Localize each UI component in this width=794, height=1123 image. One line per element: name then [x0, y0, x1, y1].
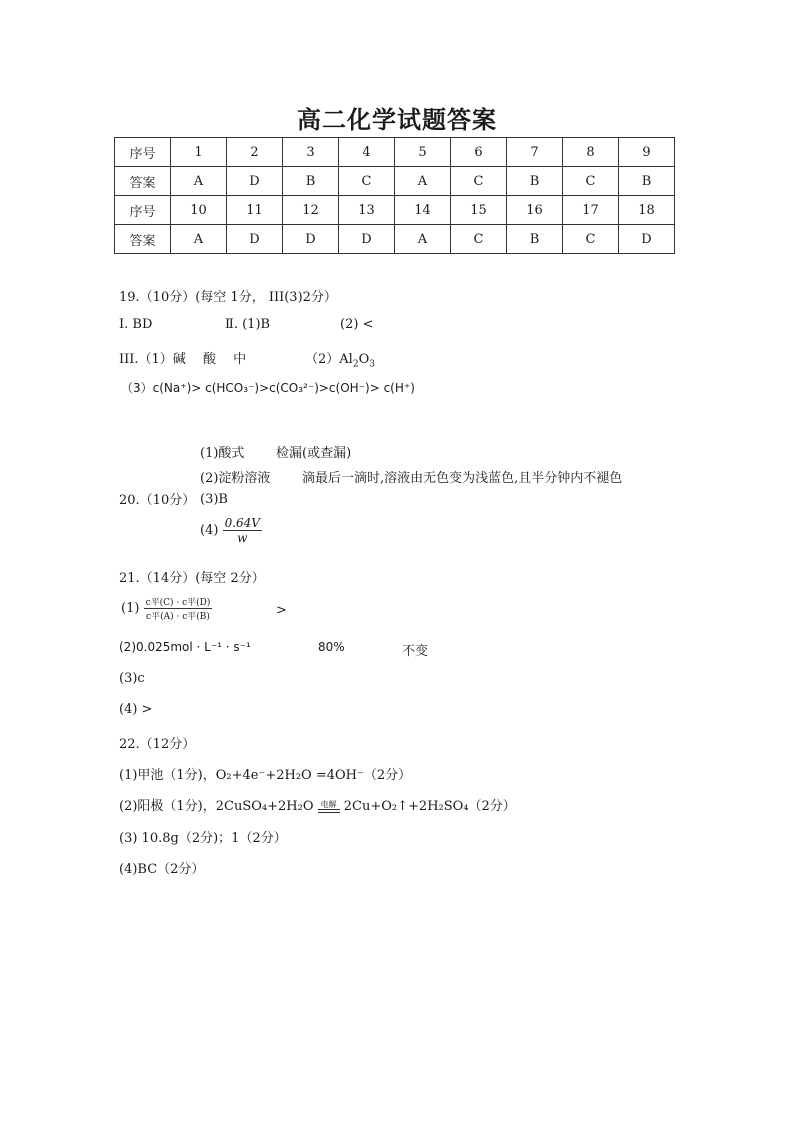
- q22-line2: [119, 795, 516, 814]
- table-cell: 7: [507, 138, 563, 167]
- q19-line1: [119, 317, 374, 332]
- table-cell: D: [619, 225, 675, 254]
- table-cell: 18: [619, 196, 675, 225]
- q21-line3: (3)c: [119, 671, 145, 686]
- q20-line4: [200, 516, 262, 545]
- table-row-head: 序号: [115, 138, 171, 167]
- table-cell: 9: [619, 138, 675, 167]
- q21-1-sign: >: [276, 603, 287, 618]
- q20-fraction: [223, 516, 262, 545]
- table-cell: 8: [563, 138, 619, 167]
- equals-bar: [318, 809, 340, 813]
- q22-line3: (3) 10.8g（2分)；1（2分）: [119, 831, 287, 846]
- q19-line3: （3）c(Na⁺)> c(HCO₃⁻)>c(CO₃²⁻)>c(OH⁻)> c(H⁺): [121, 381, 415, 395]
- q19-sub: 2: [352, 359, 359, 370]
- q22-line1: (1)甲池（1分)，O₂+4e⁻+2H₂O =4OH⁻（2分）: [119, 768, 412, 783]
- q20-line1: [200, 442, 352, 461]
- q19-part-iii-1: III.（1）碱 酸 中: [119, 352, 247, 367]
- q21-2-b: 80%: [318, 640, 345, 654]
- table-cell: 4: [339, 138, 395, 167]
- q22-line4: (4)BC（2分）: [119, 862, 205, 877]
- q20-1-a: (1)酸式: [200, 446, 245, 461]
- electrolysis-condition: 电解: [320, 799, 337, 809]
- table-cell: C: [563, 225, 619, 254]
- table-cell: 13: [339, 196, 395, 225]
- table-cell: B: [283, 167, 339, 196]
- table-cell: 10: [171, 196, 227, 225]
- table-cell: D: [227, 225, 283, 254]
- fraction-numerator: 0.64V: [224, 516, 260, 530]
- table-row-head: 答案: [115, 225, 171, 254]
- table-cell: B: [507, 167, 563, 196]
- table-cell: A: [171, 225, 227, 254]
- q20-2-b: 滴最后一滴时,溶液由无色变为浅蓝色,且半分钟内不褪色: [302, 471, 623, 486]
- table-cell: B: [619, 167, 675, 196]
- q20-line2: [200, 467, 623, 486]
- q19-part-ii-2: (2) <: [340, 317, 374, 332]
- fraction-numerator: c平(C) · c平(D): [144, 595, 213, 609]
- q19-sub: 3: [369, 359, 375, 370]
- fraction-denominator: w: [237, 531, 248, 545]
- q20-2-a: (2)淀粉溶液: [200, 471, 271, 486]
- table-row-head: 答案: [115, 167, 171, 196]
- table-cell: C: [563, 167, 619, 196]
- q20-1-b: 检漏(或查漏): [276, 446, 352, 461]
- q21-2-a: (2)0.025mol · L⁻¹ · s⁻¹: [119, 640, 251, 654]
- table-row: [115, 167, 675, 196]
- q20-line3: (3)B: [200, 492, 228, 507]
- table-cell: A: [395, 167, 451, 196]
- q19-o-label: O: [358, 352, 370, 367]
- q21-1-prefix: (1): [121, 601, 140, 616]
- table-cell: 6: [451, 138, 507, 167]
- table-cell: 16: [507, 196, 563, 225]
- table-cell: 17: [563, 196, 619, 225]
- page-title: 高二化学试题答案: [297, 105, 497, 134]
- table-cell: 3: [283, 138, 339, 167]
- table-cell: B: [507, 225, 563, 254]
- table-row: [115, 138, 675, 167]
- table-cell: 15: [451, 196, 507, 225]
- q19-al-label: （2）Al: [305, 352, 353, 367]
- table-row-head: 序号: [115, 196, 171, 225]
- q19-line2: [119, 348, 375, 370]
- table-row: [115, 225, 675, 254]
- q21-line2: [119, 640, 429, 659]
- table-cell: 11: [227, 196, 283, 225]
- q19-part-iii-2: [305, 348, 375, 370]
- q19-part-i: Ⅰ. BD: [119, 317, 153, 332]
- table-cell: 5: [395, 138, 451, 167]
- table-cell: 1: [171, 138, 227, 167]
- q19-part-ii-1: Ⅱ. (1)B: [225, 317, 271, 332]
- table-cell: C: [451, 167, 507, 196]
- table-cell: 12: [283, 196, 339, 225]
- table-cell: C: [339, 167, 395, 196]
- table-cell: D: [283, 225, 339, 254]
- table-cell: A: [171, 167, 227, 196]
- table-cell: C: [451, 225, 507, 254]
- answer-table: [114, 137, 675, 254]
- table-cell: A: [395, 225, 451, 254]
- table-row: [115, 196, 675, 225]
- q21-line1: [121, 595, 287, 622]
- electrolysis-sign: [318, 801, 340, 813]
- q21-2-c: 不变: [402, 644, 429, 659]
- q21-equilibrium-fraction: [144, 595, 213, 622]
- fraction-denominator: c平(A) · c平(B): [146, 612, 210, 622]
- table-cell: 14: [395, 196, 451, 225]
- q21-header: 21.（14分）(每空 2分）: [119, 571, 265, 586]
- table-cell: D: [339, 225, 395, 254]
- q22-2-b: 2Cu+O₂↑+2H₂SO₄（2分）: [343, 799, 516, 814]
- q19-header: 19.（10分）(每空 1分， III(3)2分）: [119, 290, 337, 305]
- q22-2-a: (2)阳极（1分)，2CuSO₄+2H₂O: [119, 799, 314, 814]
- q22-header: 22.（12分）: [119, 737, 196, 752]
- q21-line4: (4) >: [119, 702, 153, 717]
- q20-4-prefix: (4): [200, 523, 219, 538]
- table-cell: 2: [227, 138, 283, 167]
- q20-header: 20.（10分）: [119, 493, 196, 508]
- table-cell: D: [227, 167, 283, 196]
